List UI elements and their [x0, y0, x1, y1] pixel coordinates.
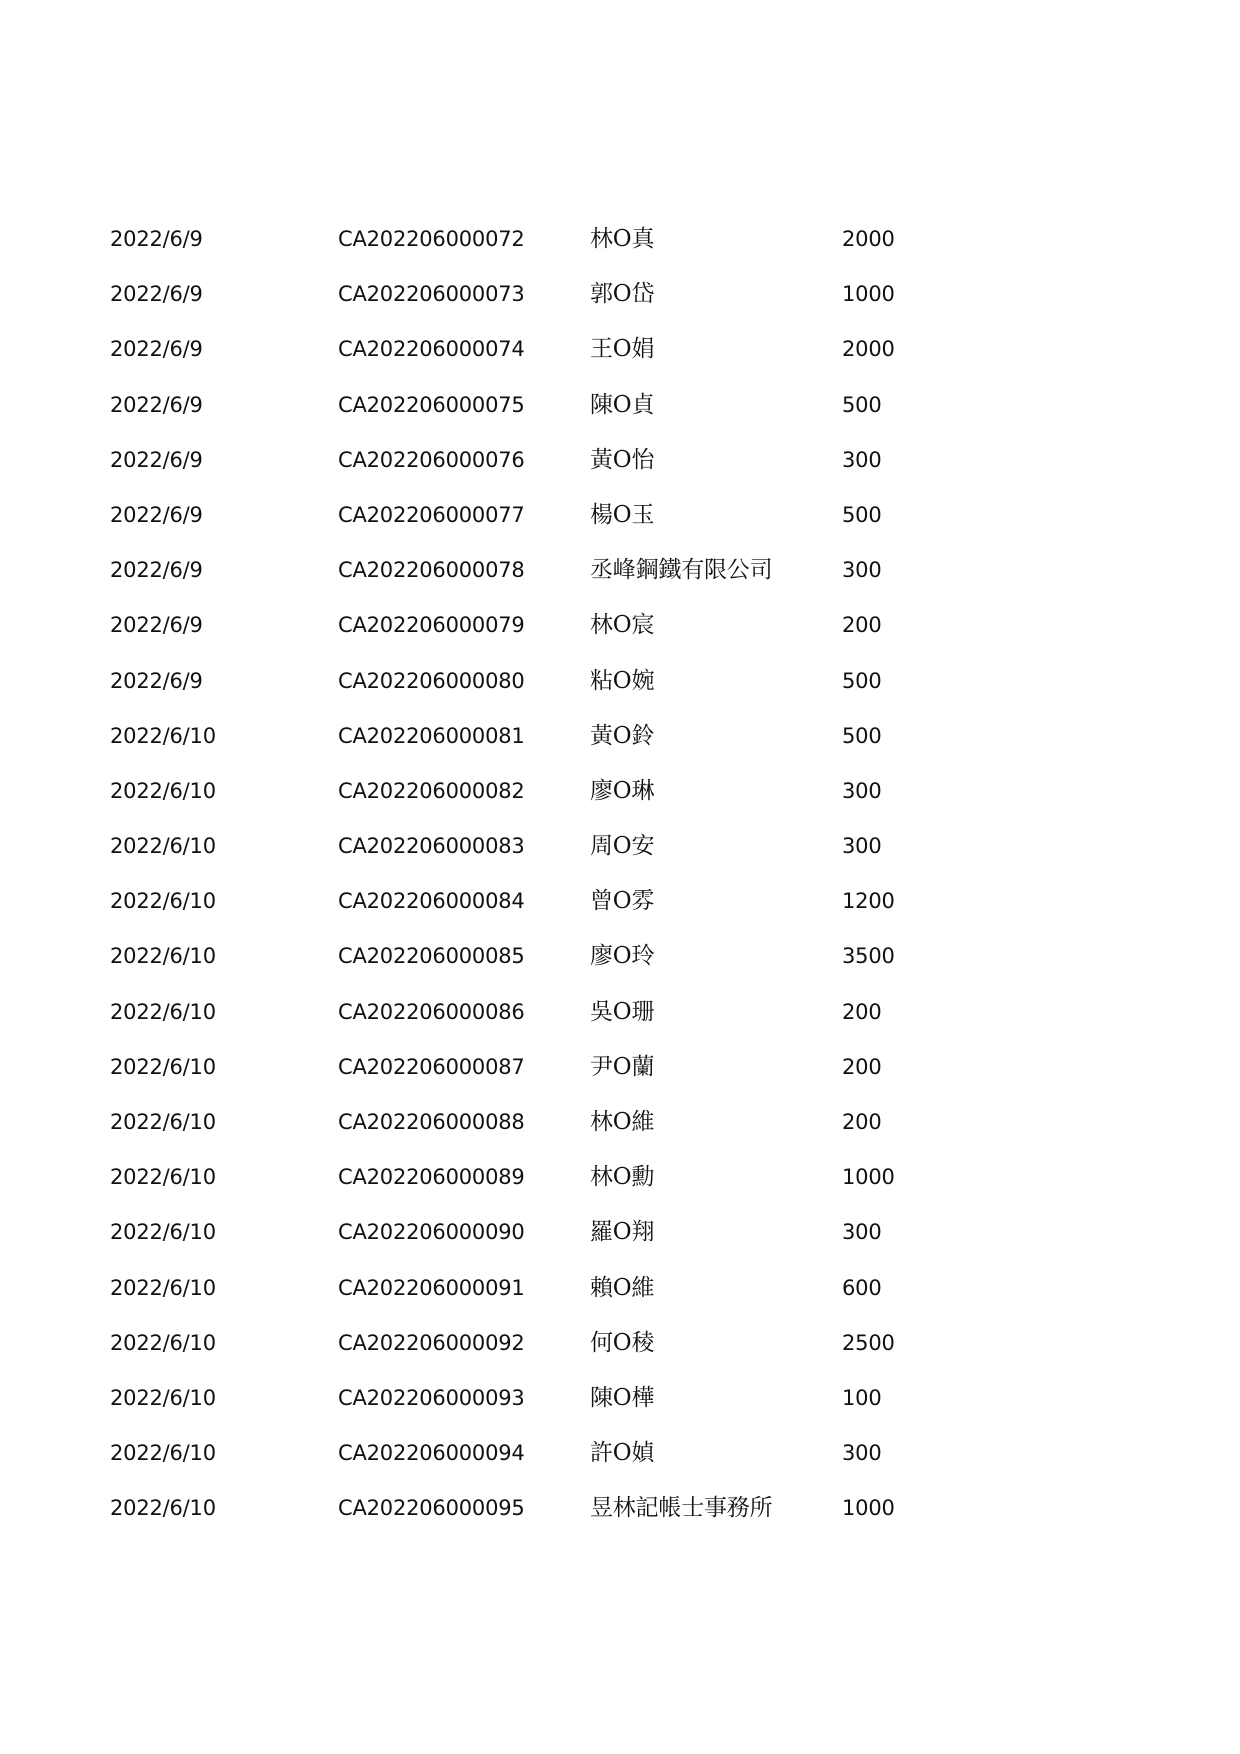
amount-cell: 600 — [842, 1275, 882, 1300]
amount-cell: 500 — [842, 392, 882, 417]
date-cell: 2022/6/9 — [110, 392, 203, 417]
table-row — [110, 322, 1010, 377]
amount-cell: 300 — [842, 1441, 882, 1466]
table-row — [110, 1316, 1010, 1371]
receipt-id-cell: CA202206000074 — [338, 337, 525, 362]
date-cell: 2022/6/10 — [110, 1496, 216, 1521]
receipt-id-cell: CA202206000082 — [338, 778, 525, 803]
date-cell: 2022/6/10 — [110, 1330, 216, 1355]
donation-table — [110, 212, 1010, 1537]
receipt-id-cell: CA202206000084 — [338, 889, 525, 914]
table-row — [110, 1150, 1010, 1205]
table-row — [110, 709, 1010, 764]
table-row — [110, 488, 1010, 543]
date-cell: 2022/6/10 — [110, 889, 216, 914]
amount-cell: 300 — [842, 447, 882, 472]
date-cell: 2022/6/9 — [110, 337, 203, 362]
date-cell: 2022/6/10 — [110, 1441, 216, 1466]
date-cell: 2022/6/10 — [110, 944, 216, 969]
table-row — [110, 267, 1010, 322]
receipt-id-cell: CA202206000076 — [338, 447, 525, 472]
table-row — [110, 819, 1010, 874]
donor-name-cell: 粘O婉 — [590, 667, 655, 694]
donor-name-cell: 丞峰鋼鐵有限公司 — [590, 557, 773, 584]
amount-cell: 300 — [842, 558, 882, 583]
date-cell: 2022/6/10 — [110, 834, 216, 859]
date-cell: 2022/6/10 — [110, 999, 216, 1024]
amount-cell: 300 — [842, 834, 882, 859]
table-row — [110, 874, 1010, 929]
date-cell: 2022/6/10 — [110, 778, 216, 803]
table-row — [110, 764, 1010, 819]
amount-cell: 2500 — [842, 1330, 895, 1355]
amount-cell: 1000 — [842, 282, 895, 307]
table-row — [110, 654, 1010, 709]
receipt-id-cell: CA202206000093 — [338, 1385, 525, 1410]
receipt-id-cell: CA202206000088 — [338, 1110, 525, 1134]
donor-name-cell: 林O勳 — [590, 1164, 655, 1191]
donor-name-cell: 吳O珊 — [590, 998, 655, 1025]
amount-cell: 200 — [842, 999, 882, 1024]
amount-cell: 300 — [842, 778, 882, 803]
receipt-id-cell: CA202206000089 — [338, 1165, 525, 1190]
receipt-id-cell: CA202206000075 — [338, 392, 525, 417]
donor-name-cell: 羅O翔 — [590, 1219, 655, 1246]
date-cell: 2022/6/10 — [110, 1110, 216, 1134]
table-row — [110, 1261, 1010, 1316]
table-row — [110, 1371, 1010, 1426]
receipt-id-cell: CA202206000091 — [338, 1275, 525, 1300]
date-cell: 2022/6/10 — [110, 723, 216, 748]
amount-cell: 2000 — [842, 337, 895, 362]
donor-name-cell: 林O宸 — [590, 612, 655, 639]
date-cell: 2022/6/10 — [110, 1054, 216, 1079]
donor-name-cell: 許O媜 — [590, 1440, 655, 1467]
donor-name-cell: 廖O玲 — [590, 943, 655, 970]
receipt-id-cell: CA202206000079 — [338, 613, 525, 638]
donor-name-cell: 何O稜 — [590, 1329, 655, 1356]
date-cell: 2022/6/9 — [110, 447, 203, 472]
table-row — [110, 1481, 1010, 1536]
amount-cell: 1000 — [842, 1496, 895, 1521]
date-cell: 2022/6/9 — [110, 668, 203, 693]
receipt-id-cell: CA202206000085 — [338, 944, 525, 969]
amount-cell: 300 — [842, 1220, 882, 1245]
donor-name-cell: 林O真 — [590, 226, 655, 252]
date-cell: 2022/6/9 — [110, 558, 203, 583]
receipt-id-cell: CA202206000087 — [338, 1054, 525, 1079]
date-cell: 2022/6/10 — [110, 1275, 216, 1300]
donor-name-cell: 陳O樺 — [590, 1384, 655, 1411]
receipt-id-cell: CA202206000086 — [338, 999, 525, 1024]
table-row — [110, 598, 1010, 653]
receipt-id-cell: CA202206000095 — [338, 1496, 525, 1521]
amount-cell: 500 — [842, 502, 882, 527]
donor-name-cell: 王O娟 — [590, 336, 655, 363]
table-row — [110, 1040, 1010, 1095]
donor-name-cell: 曾O雰 — [590, 888, 655, 915]
table-row — [110, 985, 1010, 1040]
receipt-id-cell: CA202206000092 — [338, 1330, 525, 1355]
donor-name-cell: 昱林記帳士事務所 — [590, 1495, 773, 1522]
receipt-id-cell: CA202206000077 — [338, 502, 525, 527]
donor-name-cell: 郭O岱 — [590, 281, 655, 308]
date-cell: 2022/6/10 — [110, 1385, 216, 1410]
receipt-id-cell: CA202206000072 — [338, 227, 525, 251]
date-cell: 2022/6/9 — [110, 282, 203, 307]
table-row — [110, 929, 1010, 984]
table-row — [110, 378, 1010, 433]
donor-name-cell: 廖O琳 — [590, 777, 655, 804]
amount-cell: 2000 — [842, 227, 895, 251]
date-cell: 2022/6/9 — [110, 227, 203, 251]
date-cell: 2022/6/10 — [110, 1220, 216, 1245]
amount-cell: 1200 — [842, 889, 895, 914]
table-row — [110, 1426, 1010, 1481]
donor-name-cell: 尹O蘭 — [590, 1053, 655, 1080]
amount-cell: 3500 — [842, 944, 895, 969]
table-row — [110, 212, 1010, 267]
amount-cell: 200 — [842, 613, 882, 638]
receipt-id-cell: CA202206000073 — [338, 282, 525, 307]
receipt-id-cell: CA202206000083 — [338, 834, 525, 859]
receipt-id-cell: CA202206000094 — [338, 1441, 525, 1466]
date-cell: 2022/6/9 — [110, 613, 203, 638]
donor-name-cell: 林O維 — [590, 1109, 655, 1135]
table-row — [110, 1205, 1010, 1260]
donor-name-cell: 周O安 — [590, 833, 655, 860]
donor-name-cell: 陳O貞 — [590, 391, 655, 418]
table-row — [110, 433, 1010, 488]
amount-cell: 200 — [842, 1054, 882, 1079]
receipt-id-cell: CA202206000081 — [338, 723, 525, 748]
amount-cell: 100 — [842, 1385, 882, 1410]
donor-name-cell: 黃O怡 — [590, 446, 655, 473]
donor-name-cell: 賴O維 — [590, 1274, 655, 1301]
amount-cell: 500 — [842, 723, 882, 748]
donor-name-cell: 楊O玉 — [590, 501, 655, 528]
date-cell: 2022/6/9 — [110, 502, 203, 527]
date-cell: 2022/6/10 — [110, 1165, 216, 1190]
amount-cell: 1000 — [842, 1165, 895, 1190]
receipt-id-cell: CA202206000090 — [338, 1220, 525, 1245]
amount-cell: 500 — [842, 668, 882, 693]
receipt-id-cell: CA202206000078 — [338, 558, 525, 583]
donor-name-cell: 黃O鈴 — [590, 722, 655, 749]
receipt-id-cell: CA202206000080 — [338, 668, 525, 693]
table-row — [110, 1095, 1010, 1150]
table-row — [110, 543, 1010, 598]
amount-cell: 200 — [842, 1110, 882, 1134]
